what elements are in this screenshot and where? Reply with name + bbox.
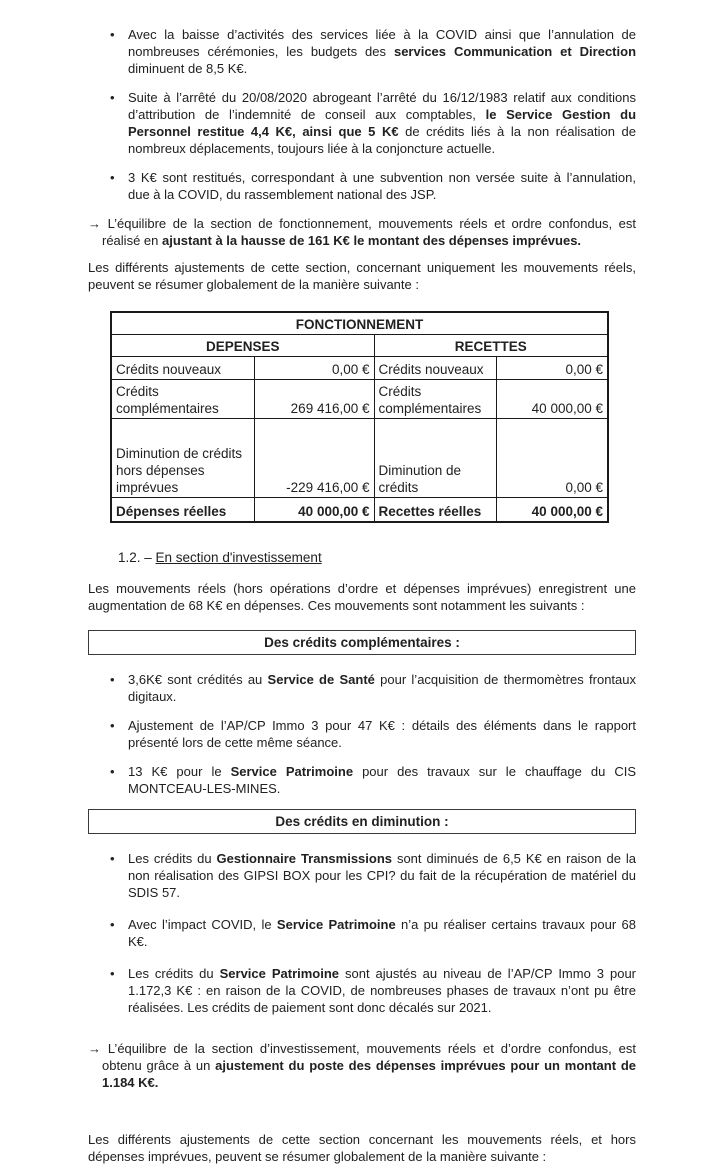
complementaires-bullet-list xyxy=(88,671,636,797)
recettes-label: Diminution de crédits xyxy=(374,419,496,498)
depenses-label: Crédits nouveaux xyxy=(111,357,254,380)
bullet-icon: • xyxy=(110,27,115,42)
bullet-text: 3,6K€ sont crédités au Service de Santé pour l’acquisition de thermomètres frontaux digitaux. xyxy=(128,672,636,704)
bullet-icon: • xyxy=(110,718,115,733)
diminution-bullet-list xyxy=(88,850,636,1016)
bullet-icon: • xyxy=(110,170,115,185)
bullet-text: Les crédits du Gestionnaire Transmissions sont diminués de 6,5 K€ en raison de la non réalisation des GIPSI BOX pour les CPI? du fait de la récupération de matériel du SDIS 57. xyxy=(128,851,636,900)
conclusion-investissement: → L’équilibre de la section d’investissement, mouvements réels et d’ordre confondus, est obtenu grâce à un ajustement du poste des dépenses imprévues pour un montant de 1.184 K€. xyxy=(88,1041,636,1090)
header-depenses: DEPENSES xyxy=(111,335,374,357)
recettes-value: 0,00 € xyxy=(496,357,608,380)
bullet-text: 3 K€ sont restitués, correspondant à une subvention non versée suite à l’annulation, due à la COVID, du rassemblement national des JSP. xyxy=(128,170,636,202)
bullet-item xyxy=(88,26,636,77)
table-title-row xyxy=(111,312,608,335)
section-heading-investissement xyxy=(118,549,636,566)
bullet-icon: • xyxy=(110,851,115,866)
paragraph-investissement-intro: Les mouvements réels (hors opérations d’ordre et dépenses imprévues) enregistrent une augmentation de 68 K€ en dépenses. Ces mouvements sont notamment les suivants : xyxy=(88,581,636,613)
recettes-value: 0,00 € xyxy=(496,419,608,498)
section-title: En section d'investissement xyxy=(155,550,322,565)
box-credits-complementaires: Des crédits complémentaires : xyxy=(88,630,636,655)
top-bullet-list xyxy=(88,26,636,203)
depenses-label: Diminution de crédits hors dépenses imprévues xyxy=(111,419,254,498)
depenses-total-label: Dépenses réelles xyxy=(111,498,254,523)
bullet-icon: • xyxy=(110,764,115,779)
table-title: FONCTIONNEMENT xyxy=(111,312,608,335)
bullet-item xyxy=(88,916,636,950)
bullet-text: Avec la baisse d’activités des services liée à la COVID ainsi que l’annulation de nombreuses cérémonies, les budgets des services Communication et Direction diminuent de 8,5 K€. xyxy=(128,27,637,76)
recettes-label: Crédits complémentaires xyxy=(374,380,496,419)
bullet-text: Les crédits du Service Patrimoine sont ajustés au niveau de l’AP/CP Immo 3 pour 1.172,3 K€ : en raison de la COVID, de nombreuses phases de travaux n’ont pu être réalisées. Les crédits de paiement sont donc décalés sur 2021. xyxy=(128,966,637,1015)
header-recettes: RECETTES xyxy=(374,335,608,357)
bullet-text: Ajustement de l’AP/CP Immo 3 pour 47 K€ : détails des éléments dans le rapport présenté lors de cette même séance. xyxy=(128,718,636,750)
bullet-item xyxy=(88,169,636,203)
table-row xyxy=(111,380,608,419)
bullet-icon: • xyxy=(110,966,115,981)
conclusion-fonctionnement: → L’équilibre de la section de fonctionnement, mouvements réels et ordre confondus, est réalisé en ajustant à la hausse de 161 K€ le montant des dépenses imprévues. xyxy=(88,216,636,248)
recettes-total-label: Recettes réelles xyxy=(374,498,496,523)
bullet-item xyxy=(88,717,636,751)
bullet-icon: • xyxy=(110,917,115,932)
table-row xyxy=(111,419,608,498)
paragraph-final: Les différents ajustements de cette section concernant les mouvements réels, et hors dépenses imprévues, peuvent se résumer globalement de la manière suivante : xyxy=(88,1132,636,1164)
depenses-value: -229 416,00 € xyxy=(254,419,374,498)
bullet-item xyxy=(88,965,636,1016)
depenses-total-value: 40 000,00 € xyxy=(254,498,374,523)
recettes-total-value: 40 000,00 € xyxy=(496,498,608,523)
paragraph-fonctionnement-intro: Les différents ajustements de cette section, concernant uniquement les mouvements réels, peuvent se résumer globalement de la manière suivante : xyxy=(88,260,636,292)
bullet-item xyxy=(88,89,636,157)
depenses-value: 0,00 € xyxy=(254,357,374,380)
table-header-row xyxy=(111,335,608,357)
box-credits-diminution: Des crédits en diminution : xyxy=(88,809,636,834)
recettes-value: 40 000,00 € xyxy=(496,380,608,419)
table-total-row xyxy=(111,498,608,523)
section-number: 1.2. – xyxy=(118,550,156,565)
fonctionnement-table xyxy=(110,311,609,523)
bullet-icon: • xyxy=(110,90,115,105)
table-row xyxy=(111,357,608,380)
bullet-icon: • xyxy=(110,672,115,687)
bullet-text: Suite à l’arrêté du 20/08/2020 abrogeant l’arrêté du 16/12/1983 relatif aux conditions d’attribution de l’indemnité de conseil aux comptables, le Service Gestion du Personnel restitue 4,4 K€, ainsi que 5 K€ de crédits liés à la non réalisation de nombreux déplacements, toujours liée à la conjoncture actuelle. xyxy=(128,90,637,156)
bullet-item xyxy=(88,763,636,797)
recettes-label: Crédits nouveaux xyxy=(374,357,496,380)
depenses-label: Crédits complémentaires xyxy=(111,380,254,419)
bullet-item xyxy=(88,850,636,901)
bullet-text: Avec l’impact COVID, le Service Patrimoine n’a pu réaliser certains travaux pour 68 K€. xyxy=(128,917,636,949)
bullet-item xyxy=(88,671,636,705)
depenses-value: 269 416,00 € xyxy=(254,380,374,419)
bullet-text: 13 K€ pour le Service Patrimoine pour des travaux sur le chauffage du CIS MONTCEAU-LES-MINES. xyxy=(128,764,636,796)
